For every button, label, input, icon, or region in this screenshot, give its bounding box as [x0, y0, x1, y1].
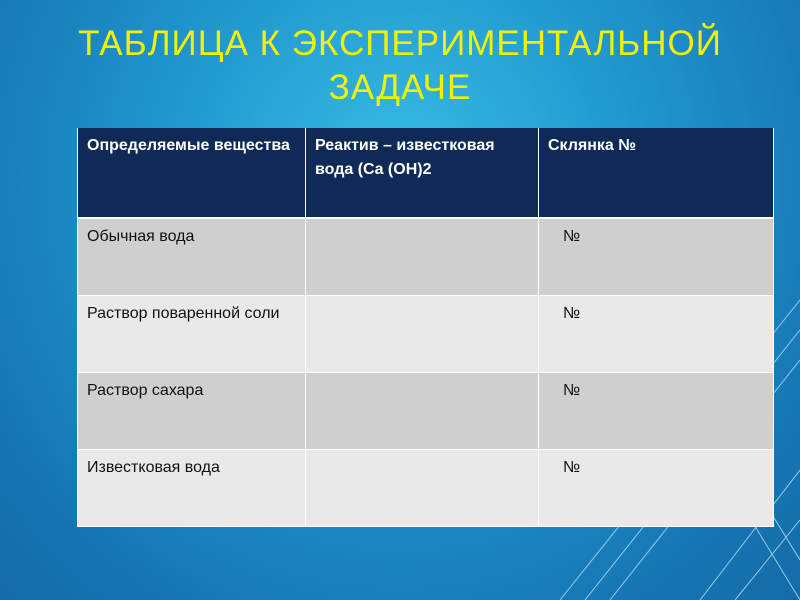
table-row: [78, 449, 774, 526]
cell-flask: №: [539, 449, 774, 526]
cell-flask: №: [539, 372, 774, 449]
slide-title: [0, 22, 800, 110]
table-header-row: [78, 128, 774, 218]
cell-reagent: [306, 372, 539, 449]
slide-title-line-1: ТАБЛИЦА К ЭКСПЕРИМЕНТАЛЬНОЙ: [78, 24, 722, 63]
table-row: [78, 295, 774, 372]
table-row: [78, 218, 774, 295]
slide-title-line-2: ЗАДАЧЕ: [328, 68, 472, 107]
cell-reagent: [306, 218, 539, 295]
cell-flask: №: [539, 295, 774, 372]
cell-substance: Известковая вода: [78, 449, 306, 526]
cell-substance: Обычная вода: [78, 218, 306, 295]
cell-substance: Раствор поваренной соли: [78, 295, 306, 372]
header-flask-number: Склянка №: [539, 128, 774, 218]
table-row: [78, 372, 774, 449]
header-substances: Определяемые вещества: [78, 128, 306, 218]
cell-reagent: [306, 449, 539, 526]
cell-substance: Раствор сахара: [78, 372, 306, 449]
cell-reagent: [306, 295, 539, 372]
header-reagent: Реактив – известковая вода (Ca (OH)2: [306, 128, 539, 218]
experiment-table: [77, 128, 774, 527]
cell-flask: №: [539, 218, 774, 295]
